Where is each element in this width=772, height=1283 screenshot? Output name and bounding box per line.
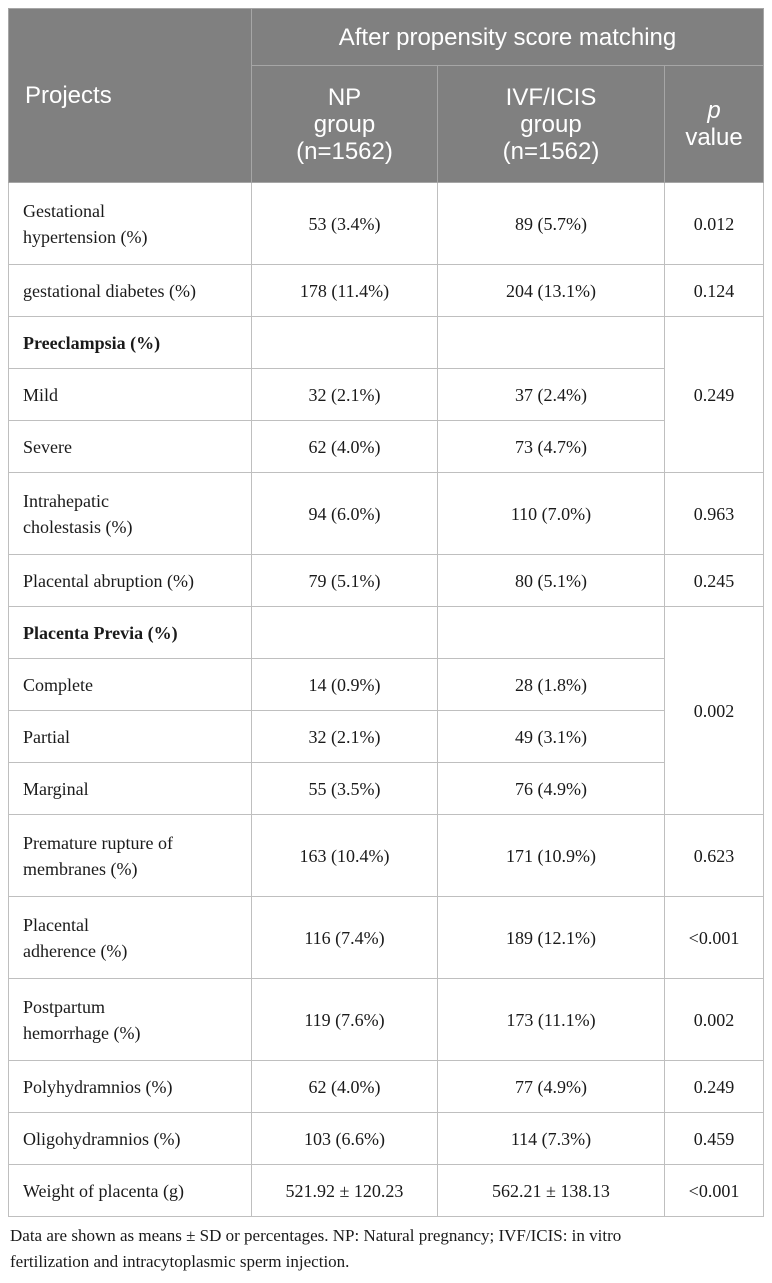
p-cell: 0.002 [665, 979, 764, 1061]
table-row [9, 897, 764, 979]
ivf-cell: 114 (7.3%) [438, 1113, 665, 1165]
footnote-line: fertilization and intracytoplasmic sperm injection. [10, 1252, 350, 1271]
ivf-cell: 49 (3.1%) [438, 711, 665, 763]
p-cell: 0.459 [665, 1113, 764, 1165]
empty-cell [438, 607, 665, 659]
table-row [9, 1165, 764, 1217]
np-header-line: group [313, 110, 376, 138]
p-italic: p [707, 97, 721, 124]
row-label: Marginal [9, 763, 252, 815]
ivf-header-line: IVF/ICIS [505, 83, 597, 111]
table-row [9, 763, 764, 815]
np-cell: 32 (2.1%) [252, 711, 438, 763]
empty-cell [252, 607, 438, 659]
p-cell: 0.249 [665, 317, 764, 473]
table-row [9, 815, 764, 897]
np-cell: 79 (5.1%) [252, 555, 438, 607]
table-row [9, 1061, 764, 1113]
table-row [9, 979, 764, 1061]
table-row [9, 1113, 764, 1165]
table-row [9, 265, 764, 317]
row-label: Weight of placenta (g) [9, 1165, 252, 1217]
np-cell: 32 (2.1%) [252, 369, 438, 421]
row-label: Premature rupture of membranes (%) [9, 815, 252, 897]
empty-cell [252, 317, 438, 369]
row-label: gestational diabetes (%) [9, 265, 252, 317]
np-cell: 53 (3.4%) [252, 183, 438, 265]
ivf-cell: 204 (13.1%) [438, 265, 665, 317]
table-row [9, 555, 764, 607]
table-row [9, 607, 764, 659]
ivf-cell: 73 (4.7%) [438, 421, 665, 473]
np-cell: 178 (11.4%) [252, 265, 438, 317]
ivf-cell: 89 (5.7%) [438, 183, 665, 265]
np-cell: 163 (10.4%) [252, 815, 438, 897]
table-row [9, 369, 764, 421]
np-cell: 14 (0.9%) [252, 659, 438, 711]
section-label: Placenta Previa (%) [9, 607, 252, 659]
ivf-header-line: (n=1562) [502, 137, 600, 165]
table-row [9, 711, 764, 763]
np-cell: 116 (7.4%) [252, 897, 438, 979]
header-p-value [665, 66, 764, 183]
header-np-group [252, 66, 438, 183]
ivf-header-line: group [520, 110, 582, 138]
np-cell: 62 (4.0%) [252, 1061, 438, 1113]
np-cell: 103 (6.6%) [252, 1113, 438, 1165]
np-cell: 521.92 ± 120.23 [252, 1165, 438, 1217]
table-row [9, 473, 764, 555]
row-label: Intrahepatic cholestasis (%) [9, 473, 252, 555]
ivf-cell: 37 (2.4%) [438, 369, 665, 421]
table-row [9, 183, 764, 265]
row-label: Polyhydramnios (%) [9, 1061, 252, 1113]
table-container [8, 8, 763, 1275]
p-cell: <0.001 [665, 1165, 764, 1217]
p-cell: 0.963 [665, 473, 764, 555]
np-cell: 94 (6.0%) [252, 473, 438, 555]
row-label: Severe [9, 421, 252, 473]
header-projects: Projects [9, 9, 252, 183]
row-label: Partial [9, 711, 252, 763]
row-label: Placental abruption (%) [9, 555, 252, 607]
p-cell: 0.124 [665, 265, 764, 317]
ivf-cell: 562.21 ± 138.13 [438, 1165, 665, 1217]
row-label: Complete [9, 659, 252, 711]
p-cell: <0.001 [665, 897, 764, 979]
table-row [9, 659, 764, 711]
ivf-cell: 189 (12.1%) [438, 897, 665, 979]
ivf-cell: 77 (4.9%) [438, 1061, 665, 1113]
row-label: Oligohydramnios (%) [9, 1113, 252, 1165]
p-cell: 0.012 [665, 183, 764, 265]
header-psm-title: After propensity score matching [252, 9, 764, 66]
p-cell: 0.002 [665, 607, 764, 815]
ivf-cell: 80 (5.1%) [438, 555, 665, 607]
np-cell: 119 (7.6%) [252, 979, 438, 1061]
header-ivf-group [438, 66, 665, 183]
np-header-line: NP [327, 83, 362, 111]
empty-cell [438, 317, 665, 369]
table-row [9, 421, 764, 473]
ivf-cell: 171 (10.9%) [438, 815, 665, 897]
ivf-cell: 28 (1.8%) [438, 659, 665, 711]
results-table [8, 8, 764, 1217]
table-footnote [8, 1223, 765, 1275]
p-cell: 0.623 [665, 815, 764, 897]
np-header-line: (n=1562) [296, 137, 393, 165]
row-label: Placental adherence (%) [9, 897, 252, 979]
footnote-line: Data are shown as means ± SD or percentages. NP: Natural pregnancy; IVF/ICIS: in vitro [10, 1226, 622, 1245]
ivf-cell: 76 (4.9%) [438, 763, 665, 815]
p-value-word: value [685, 124, 743, 151]
ivf-cell: 173 (11.1%) [438, 979, 665, 1061]
p-cell: 0.249 [665, 1061, 764, 1113]
row-label: Mild [9, 369, 252, 421]
np-cell: 55 (3.5%) [252, 763, 438, 815]
row-label: Postpartum hemorrhage (%) [9, 979, 252, 1061]
table-row [9, 317, 764, 369]
section-label: Preeclampsia (%) [9, 317, 252, 369]
np-cell: 62 (4.0%) [252, 421, 438, 473]
row-label: Gestational hypertension (%) [9, 183, 252, 265]
p-cell: 0.245 [665, 555, 764, 607]
ivf-cell: 110 (7.0%) [438, 473, 665, 555]
